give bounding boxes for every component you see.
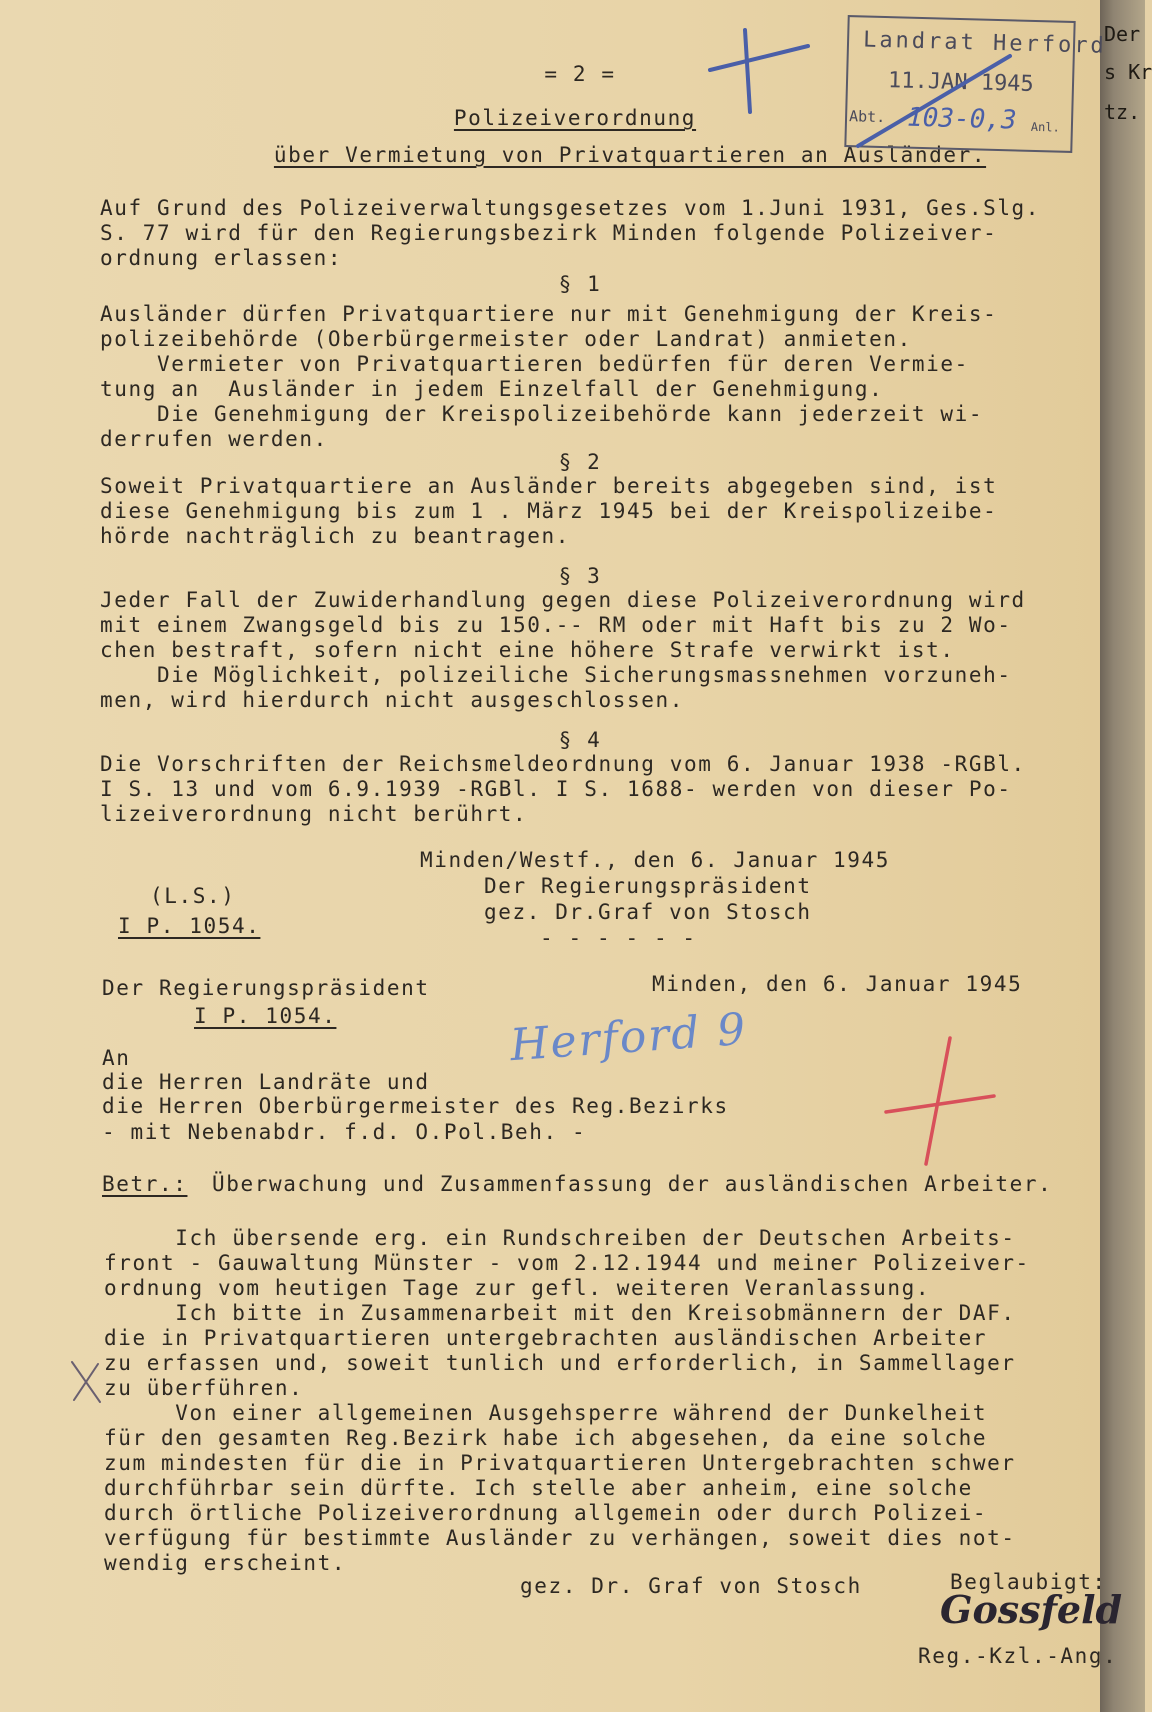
text-line: tung an Ausländer in jedem Einzelfall der Genehmigung. bbox=[100, 377, 884, 401]
body-line: wendig erscheint. bbox=[104, 1551, 347, 1575]
recipient-line: die Herren Landräte und bbox=[102, 1070, 430, 1094]
letter-reference: I P. 1054. bbox=[194, 1004, 337, 1028]
body-line: für den gesamten Reg.Bezirk habe ich abgesehen, da eine solche bbox=[104, 1426, 988, 1450]
edge-fragment: Der bbox=[1104, 22, 1141, 46]
seal-mark: (L.S.) bbox=[150, 884, 236, 908]
stamp-abt: Abt. bbox=[848, 107, 886, 127]
text-line: S. 77 wird für den Regierungsbezirk Minden folgende Polizeiver- bbox=[100, 221, 998, 245]
letter-sender: Der Regierungspräsident bbox=[102, 976, 430, 1000]
reference-number: I P. 1054. bbox=[118, 914, 261, 938]
handwritten-note: Herford 9 bbox=[508, 1003, 749, 1072]
text-line: Die Vorschriften der Reichsmeldeordnung vom 6. Januar 1938 -RGBl. bbox=[100, 752, 1026, 776]
text-line: chen bestraft, sofern nicht eine höhere Strafe verwirkt ist. bbox=[100, 638, 955, 662]
recipient-line: - mit Nebenabdr. f.d. O.Pol.Beh. - bbox=[102, 1120, 587, 1144]
subject-text: Überwachung und Zusammenfassung der ausländischen Arbeiter. bbox=[212, 1172, 1053, 1196]
text-line: lizeiverordnung nicht berührt. bbox=[100, 802, 528, 826]
edge-fragment: s Kr bbox=[1104, 60, 1152, 84]
section-heading: § 4 bbox=[558, 728, 602, 752]
subject-label: Betr.: bbox=[102, 1172, 188, 1196]
text-line: men, wird hierdurch nicht ausgeschlossen. bbox=[100, 688, 684, 712]
body-line: zu erfassen und, soweit tunlich und erforderlich, in Sammellager bbox=[104, 1351, 1016, 1375]
signed-by: gez. Dr.Graf von Stosch bbox=[484, 900, 812, 924]
text-line: polizeibehörde (Oberbürgermeister oder Landrat) anmieten. bbox=[100, 327, 912, 351]
text-line: Ausländer dürfen Privatquartiere nur mit Genehmigung der Kreis- bbox=[100, 302, 998, 326]
authority: Der Regierungspräsident bbox=[484, 874, 812, 898]
body-line: Ich übersende erg. ein Rundschreiben der Deutschen Arbeits- bbox=[104, 1226, 1016, 1250]
body-line: die in Privatquartieren untergebrachten ausländischen Arbeiter bbox=[104, 1326, 988, 1350]
text-line: I S. 13 und vom 6.9.1939 -RGBl. I S. 1688- werden von dieser Po- bbox=[100, 777, 1012, 801]
body-line: zum mindesten für die in Privatquartieren Untergebrachten schwer bbox=[104, 1451, 1016, 1475]
body-line: durch örtliche Polizeiverordnung allgemein oder durch Polizei- bbox=[104, 1501, 988, 1525]
body-line: Von einer allgemeinen Ausgehsperre während der Dunkelheit bbox=[104, 1401, 988, 1425]
text-line: Die Möglichkeit, polizeiliche Sicherungsmassnehmen vorzuneh- bbox=[100, 663, 1012, 687]
page-number: = 2 = bbox=[544, 62, 616, 86]
text-line: derrufen werden. bbox=[100, 427, 328, 451]
text-line: ordnung erlassen: bbox=[100, 246, 343, 270]
blue-cross-mark bbox=[710, 30, 808, 112]
address-label: An bbox=[102, 1046, 131, 1070]
blue-strike-line bbox=[858, 56, 1010, 146]
text-line: Jeder Fall der Zuwiderhandlung gegen diese Polizeiverordnung wird bbox=[100, 588, 1026, 612]
stamp-anl: Anl. bbox=[1030, 119, 1060, 135]
stamp-date: 11.JAN 1945 bbox=[887, 68, 1035, 97]
section-heading: § 1 bbox=[558, 272, 602, 296]
text-line: Auf Grund des Polizeiverwaltungsgesetzes vom 1.Juni 1931, Ges.Slg. bbox=[100, 196, 1041, 220]
signature-dashes: - - - - - - bbox=[540, 926, 697, 950]
text-line: diese Genehmigung bis zum 1 . März 1945 bei der Kreispolizeibe- bbox=[100, 499, 998, 523]
red-cross-mark bbox=[886, 1038, 994, 1164]
text-line: Die Genehmigung der Kreispolizeibehörde kann jederzeit wi- bbox=[100, 402, 984, 426]
section-heading: § 3 bbox=[558, 564, 602, 588]
text-line: Vermieter von Privatquartieren bedürfen für deren Vermie- bbox=[100, 352, 969, 376]
document-subtitle: über Vermietung von Privatquartieren an Ausländer. bbox=[273, 143, 987, 167]
body-line: Ich bitte in Zusammenarbeit mit den Kreisobmännern der DAF. bbox=[104, 1301, 1016, 1325]
edge-fragment: tz. bbox=[1104, 100, 1141, 124]
body-line: durchführbar sein dürfte. Ich stelle aber anheim, eine solche bbox=[104, 1476, 973, 1500]
body-line: verfügung für bestimmte Ausländer zu verhängen, soweit dies not- bbox=[104, 1526, 1016, 1550]
certifier-title: Reg.-Kzl.-Ang. bbox=[918, 1644, 1118, 1668]
document-title: Polizeiverordnung bbox=[453, 106, 697, 130]
certifier-signature: Gossfeld bbox=[940, 1587, 1123, 1632]
text-line: hörde nachträglich zu beantragen. bbox=[100, 524, 571, 548]
margin-x-mark bbox=[72, 1362, 100, 1402]
recipient-line: die Herren Oberbürgermeister des Reg.Bezirks bbox=[102, 1094, 729, 1118]
stamp-number: 103-0,3 bbox=[906, 102, 1018, 136]
section-heading: § 2 bbox=[558, 450, 602, 474]
body-line: zu überführen. bbox=[104, 1376, 304, 1400]
letter-place-date: Minden, den 6. Januar 1945 bbox=[652, 972, 1023, 996]
letter-signed-by: gez. Dr. Graf von Stosch bbox=[520, 1574, 862, 1598]
text-line: mit einem Zwangsgeld bis zu 150.-- RM oder mit Haft bis zu 2 Wo- bbox=[100, 613, 1012, 637]
place-date: Minden/Westf., den 6. Januar 1945 bbox=[420, 848, 891, 872]
body-line: front - Gauwaltung Münster - vom 2.12.1944 und meiner Polizeiver- bbox=[104, 1251, 1030, 1275]
certified-label: Beglaubigt: bbox=[950, 1570, 1107, 1594]
text-line: Soweit Privatquartiere an Ausländer bereits abgegeben sind, ist bbox=[100, 474, 998, 498]
stamp-office: Landrat Herford bbox=[862, 27, 1108, 59]
body-line: ordnung vom heutigen Tage zur gefl. weiteren Veranlassung. bbox=[104, 1276, 931, 1300]
